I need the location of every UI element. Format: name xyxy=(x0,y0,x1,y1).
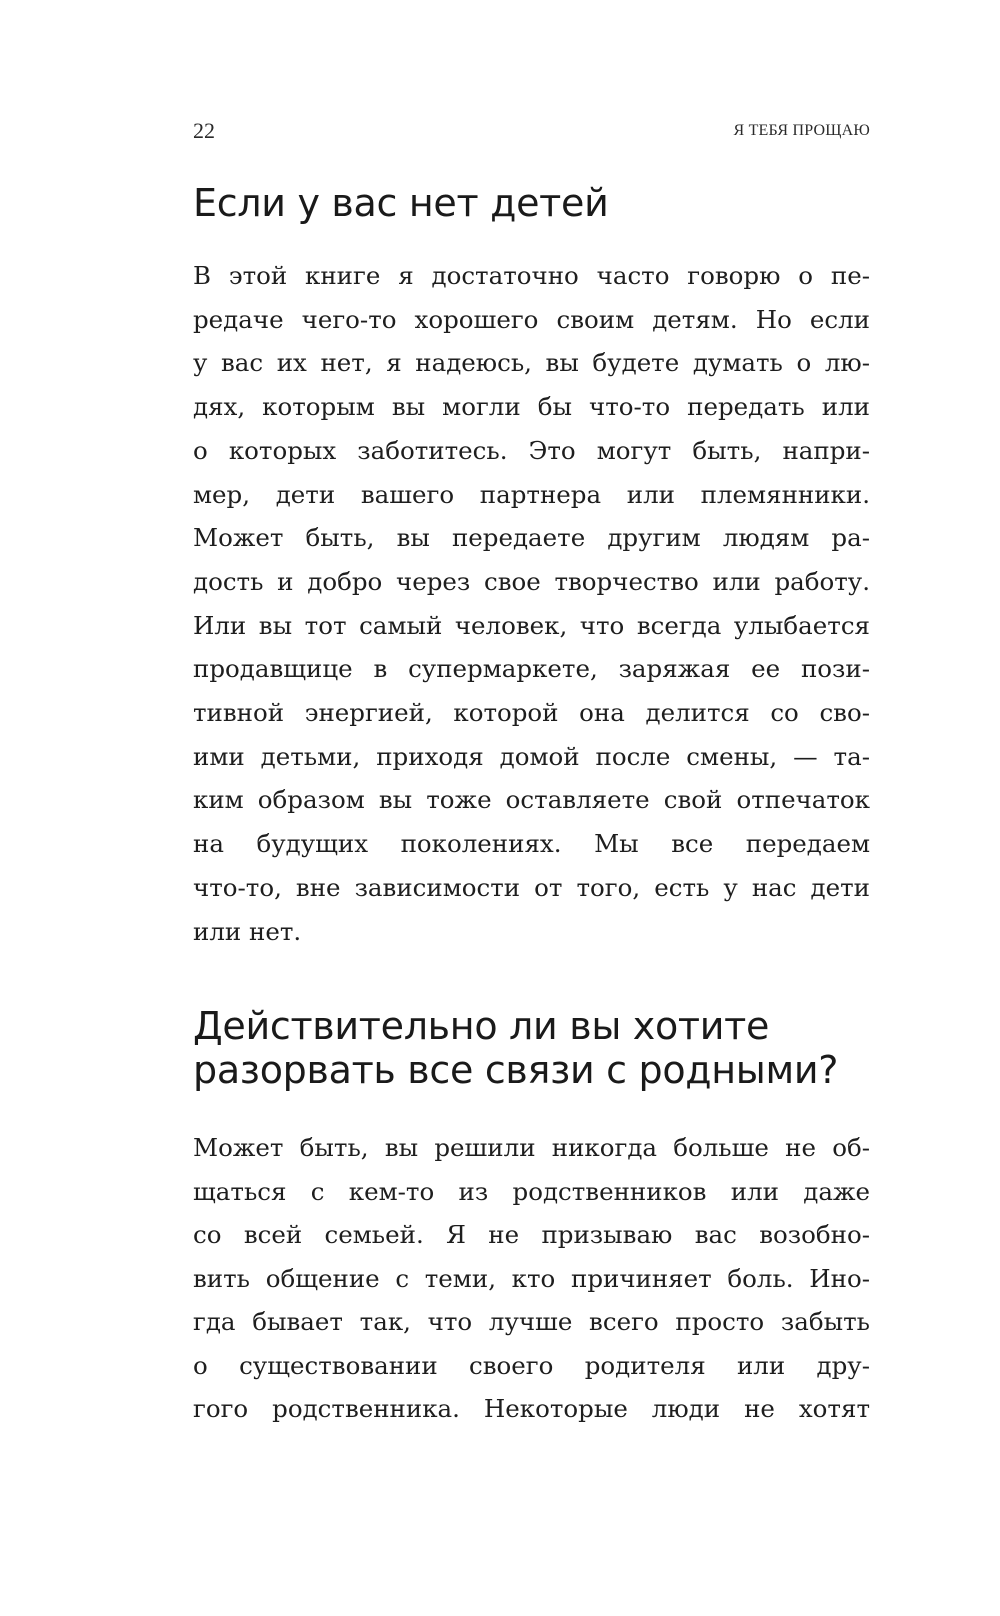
paragraph-no-children xyxy=(193,254,870,953)
text-line: Может быть, вы передаете другим людям ра- xyxy=(193,523,870,553)
text-line: дях, которым вы могли бы что-то передать или xyxy=(193,392,870,422)
text-line: дость и добро через свое творчество или работу. xyxy=(193,566,870,596)
text-line: тивной энергией, которой она делится со сво- xyxy=(193,698,870,728)
text-line: о которых заботитесь. Это могут быть, напри- xyxy=(193,435,870,465)
text-line: гого родственника. Некоторые люди не хотят xyxy=(193,1394,870,1423)
page-number: 22 xyxy=(193,118,215,143)
heading-line: разорвать все связи с родными? xyxy=(193,1048,839,1092)
text-line: продавщице в супермаркете, заряжая ее пози- xyxy=(193,654,870,684)
text-line: вить общение с теми, кто причиняет боль. Ино- xyxy=(193,1263,870,1293)
text-line: Или вы тот самый человек, что всегда улыбается xyxy=(193,610,870,640)
running-head xyxy=(193,118,870,144)
text-line: на будущих поколениях. Мы все передаем xyxy=(193,829,870,859)
running-title: Я ТЕБЯ ПРОЩАЮ xyxy=(733,122,870,139)
text-line: со всей семьей. Я не призываю вас возобно- xyxy=(193,1220,870,1249)
text-line: или нет. xyxy=(193,916,302,946)
heading-line: Действительно ли вы хотите xyxy=(193,1004,770,1048)
heading-line: Если у вас нет детей xyxy=(193,181,609,225)
text-line: у вас их нет, я надеюсь, вы будете думать о лю- xyxy=(193,348,870,378)
text-line: В этой книге я достаточно часто говорю о пе- xyxy=(193,261,870,290)
section-heading-break-ties xyxy=(193,1004,870,1092)
text-line: Может быть, вы решили никогда больше не об- xyxy=(193,1133,870,1162)
paragraph-break-ties xyxy=(193,1126,870,1431)
text-line: гда бывает так, что лучше всего просто забыть xyxy=(193,1307,870,1336)
text-line: ким образом вы тоже оставляете свой отпечаток xyxy=(193,785,870,815)
text-line: щаться с кем-то из родственников или даже xyxy=(193,1176,870,1206)
text-line: редаче чего-то хорошего своим детям. Но если xyxy=(193,304,870,334)
text-line: что-то, вне зависимости от того, есть у нас дети xyxy=(193,872,870,902)
text-line: мер, дети вашего партнера или племянники. xyxy=(193,479,870,509)
text-line: о существовании своего родителя или дру- xyxy=(193,1350,870,1380)
section-heading-no-children xyxy=(193,177,870,229)
text-line: ими детьми, приходя домой после смены, — та- xyxy=(193,741,870,771)
